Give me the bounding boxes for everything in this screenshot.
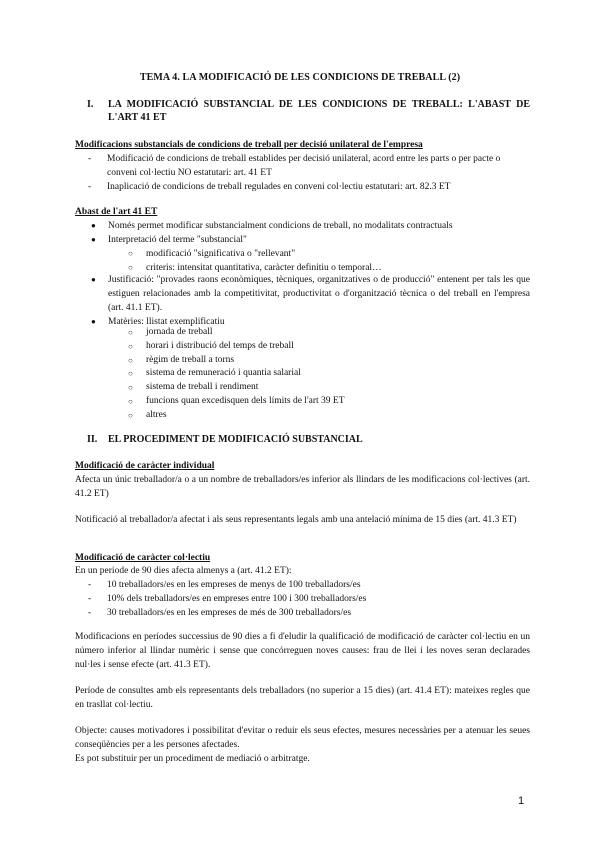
- paragraph: En un període de 90 dies afecta almenys a (art. 41.2 ET):: [75, 566, 292, 576]
- list-item: ● Només permet modificar substancialment condicions de treball, no modalitats contractuals: [91, 221, 453, 231]
- list-item: ○ altres: [128, 409, 167, 420]
- list-item: - Modificació de condicions de treball establides per decisió unilateral, acord entre les parts o per pacte o conveni col·lectiu NO estatutari: art. 41 ET: [88, 154, 501, 178]
- document-title: TEMA 4. LA MODIFICACIÓ DE LES CONDICIONS DE TREBALL (2): [139, 72, 461, 83]
- list-item: ○ horari i distribució del temps de treball: [128, 340, 294, 351]
- paragraph: Període de consultes amb els representants dels treballadors (no superior a 15 dies) (art. 41.4 ET): mateixes regles que en trasllat col·lectiu.: [75, 686, 530, 710]
- list-item: ● Justificació: "provades raons econòmiques, tècniques, organitzatives o de producció" entenent per tals les que estiguen relacionades amb la competitivitat, productivitat o d'organització tècnica o del treball en l'empresa (art. 41.1 ET).: [91, 275, 530, 313]
- paragraph: Afecta un únic treballador/a o a un nombre de treballadors/es inferior als llindars de les modificacions col·lectives (art. 41.2 ET): [75, 475, 530, 499]
- section-title: LA MODIFICACIÓ SUBSTANCIAL DE LES CONDICIONS DE TREBALL: L'ABAST DE L'ART 41 ET: [108, 99, 530, 123]
- list-item: - 30 treballadors/es en les empreses de més de 300 treballadors/es: [88, 608, 352, 618]
- list-item: ● Matèries: llistat exemplificatiu: [91, 317, 225, 327]
- subheading-abast: Abast de l'art 41 ET: [75, 207, 158, 217]
- page-number: 1: [518, 795, 525, 807]
- unilateral-list: [88, 152, 530, 194]
- paragraph: Modificacions en períodes successius de 90 dies a fi d'eludir la qualificació de modificació de caràcter col·lectiu en un número inferior al llindar numèric i sense que concórreguen noves causes: frau de llei i les noves seran declarades nul·les i sense efecte (art. 41.3 ET).: [75, 632, 530, 670]
- subheading-individual: Modificació de caràcter individual: [75, 461, 215, 471]
- list-item: ○ jornada de treball: [128, 327, 213, 337]
- materies-sublist: [128, 326, 530, 423]
- llindars-list: [88, 578, 530, 620]
- list-item: - Inaplicació de condicions de treball regulades en conveni col·lectiu estatutari: art. 82.3 ET: [88, 182, 451, 192]
- list-item: ● Interpretació del terme "substancial": [91, 235, 247, 245]
- list-item: - 10% dels treballadors/es en empreses entre 100 i 300 treballadors/es: [88, 594, 367, 604]
- list-item: - 10 treballadors/es en les empreses de menys de 100 treballadors/es: [88, 580, 361, 590]
- list-item: ○ sistema de treball i rendiment: [128, 382, 259, 393]
- list-item: ○ règim de treball a torns: [128, 354, 235, 365]
- paragraph: Objecte: causes motivadores i possibilitat d'evitar o reduir els seus efectes, mesures necessàries per a atenuar les seues conseqüències per a les persones afectades.: [75, 726, 530, 750]
- paragraph: Notificació al treballador/a afectat i als seus representants legals amb una antelació mínima de 15 dies (art. 41.3 ET): [75, 515, 517, 525]
- substancial-sublist: [128, 247, 530, 275]
- list-item: ○ modificació "significativa o "rellevant": [128, 249, 296, 259]
- subheading-collectiva: Modificació de caràcter col·lectiu: [75, 553, 211, 563]
- list-item: ○ criteris: intensitat quantitativa, caràcter definitiu o temporal…: [128, 263, 382, 273]
- abast-list: [91, 219, 530, 247]
- subheading-unilateral: Modificacions substancials de condicions de treball per decisió unilateral de l'empresa: [75, 140, 423, 150]
- list-item: ○ sistema de remuneració i quantia salarial: [128, 368, 301, 379]
- list-item: ○ funcions quan excedisquen dels límits de l'art 39 ET: [128, 395, 345, 406]
- section-number: I.: [87, 99, 94, 110]
- abast-list-2: [91, 273, 530, 329]
- section-title: EL PROCEDIMENT DE MODIFICACIÓ SUBSTANCIAL: [108, 434, 363, 445]
- paragraph: Es pot substituir per un procediment de mediació o arbitratge.: [75, 754, 310, 764]
- section-number: II.: [87, 434, 98, 445]
